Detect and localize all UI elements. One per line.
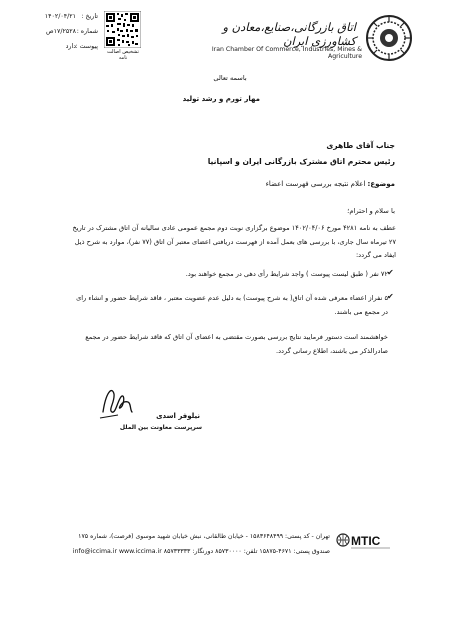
signature-icon [98, 382, 134, 422]
number-label: شماره : [76, 28, 98, 35]
number-value: ۱۷/۲۵۲۸ص [45, 28, 76, 35]
signer-name: نیلوفر اسدی [156, 412, 200, 420]
date-value: ۱۴۰۲/۰۴/۲۱ [44, 13, 76, 20]
salutation: باسمه تعالی [213, 74, 247, 82]
checkmark-icon: ✔ [387, 292, 394, 301]
addressee: جناب آقای طاهری [326, 141, 395, 150]
slogan: مهار تورم و رشد تولید [182, 95, 260, 103]
mtic-label: MTIC [351, 534, 381, 548]
chamber-logo-icon [365, 14, 413, 62]
subject-line [150, 180, 395, 188]
org-name-en: Iran Chamber Of Commerce, Industries, Mines & Agriculture [211, 46, 362, 60]
bullet-1: ۷۲ نفر ( طبق لیست پیوست ) واجد شرایط رأی دهی در مجمع خواهند بود. [185, 270, 388, 278]
mtic-logo-icon [336, 531, 392, 551]
subject-label: موضوع: [367, 180, 395, 188]
checkmark-icon: ✔ [387, 268, 394, 277]
footer-address: تهران - کد پستی: ۱۵۸۳۶۴۸۴۹۹ - خیابان طالقانی، نبش خیابان شهید موسوی (فرصت)، شماره ۱۷۵ [78, 533, 330, 540]
date-label: تاریخ : [81, 13, 98, 20]
attachment-value: دارد [65, 43, 76, 50]
org-name-fa: اتاق بازرگانی،صنایع،معادن و کشاورزی ایران [222, 20, 356, 48]
addressee-title: رئیس محترم اتاق مشترک بازرگانی ایران و اسپانیا [207, 157, 395, 166]
paragraph-2: خواهشمند است دستور فرمایید نتایج بررسی بصورت مقتضی به اعضای آن اتاق که فاقد شرایط حضور در مجمع صادرالذکر می باشند، اطلاع رسانی گردد. [85, 333, 388, 355]
greeting: با سلام و احترام؛ [347, 207, 395, 215]
qr-caption: تشخیص اصالت نامه [107, 49, 139, 61]
subject-text: اعلام نتیجه بررسی فهرست اعضاء [265, 180, 366, 188]
bullet-2: ۵ نفراز اعضاء معرفی شده آن اتاق( به شرح پیوست) به دلیل عدم عضویت معتبر ، فاقد شرایط حضور و انشاء رای در مجمع می باشند. [76, 294, 388, 316]
paragraph-1: عطف به نامه ۴۲۸۱ مورخ ۱۴۰۲/۰۴/۰۶ موضوع برگزاری نوبت دوم مجمع عمومی عادی سالیانه آن اتاق مشترک در تاریخ ۲۷ تیرماه سال جاری، با بررسی های بعمل آمده از فهرست دریافتی اعضای معتبر آن اتاق (۷۷ نفر)، موارد به شرح ذیل ایفاد می گردد: [72, 224, 396, 259]
signer-title: سرپرست معاونت بین الملل [119, 424, 202, 431]
attachment-label: پیوست : [75, 43, 98, 50]
footer-contact: صندوق پستی: ۴۶۷۱-۱۵۸۷۵ تلفن: ۸۵۷۳۰۰۰۰ دورنگار: ۸۵۷۳۳۳۳۳ info@iccima.ir www.iccima.ir [72, 548, 330, 555]
qr-code-icon [104, 11, 141, 48]
